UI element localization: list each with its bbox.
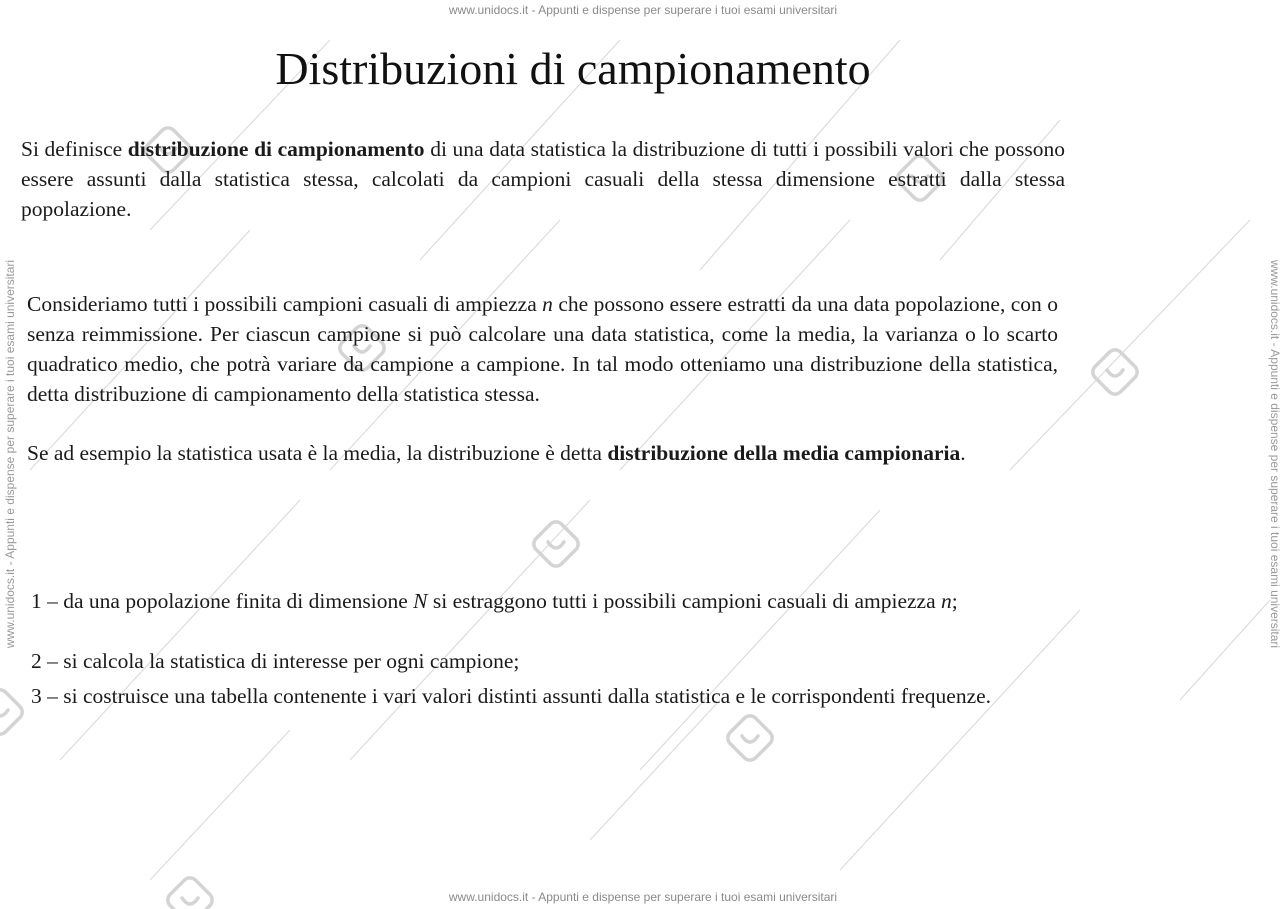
bold-term: distribuzione di campionamento <box>127 137 425 161</box>
text-span: si estraggono tutti i possibili campioni casuali di ampiezza <box>427 589 941 613</box>
watermark-right-text: www.unidocs.it - Appunti e dispense per superare i tuoi esami universitari <box>1268 259 1282 649</box>
text-span: 1 – da una popolazione finita di dimensione <box>31 589 414 613</box>
example-paragraph <box>27 438 1058 468</box>
italic-variable: n <box>542 292 553 316</box>
bold-term: distribuzione della media campionaria <box>607 441 961 465</box>
page-title: Distribuzioni di campionamento <box>275 43 871 94</box>
step-item-1 <box>31 586 1037 616</box>
watermark-bottom-text: www.unidocs.it - Appunti e dispense per superare i tuoi esami universitari <box>448 890 838 904</box>
italic-variable: n <box>941 589 952 613</box>
text-span: Se ad esempio la statistica usata è la media, la distribuzione è detta <box>27 441 608 465</box>
text-span: Consideriamo tutti i possibili campioni casuali di ampiezza <box>27 292 543 316</box>
italic-variable: N <box>413 589 428 613</box>
text-span: Si definisce <box>21 137 128 161</box>
text-span: . <box>960 441 966 465</box>
step-item-3: 3 – si costruisce una tabella contenente i vari valori distinti assunti dalla statistica e le corrispondenti frequenze. <box>31 684 992 708</box>
text-span: che possono essere estratti da una data popolazione, con o senza reimmissione. Per ciascun campione si può calcolare una data statistica, come la media, la varianza o lo scarto quadratico medio, che potrà variare da campione a campione. In tal modo otteniamo una distribuzione della statistica, detta distribuzione di campionamento della statistica stessa. <box>27 292 1058 406</box>
text-span: di una data statistica la distribuzione di tutti i possibili valori che possono essere assunti dalla statistica stessa, calcolati da campioni casuali della stessa dimensione estratti dalla stessa popolazione. <box>21 137 1065 221</box>
explanation-paragraph <box>27 289 1058 409</box>
definition-paragraph <box>21 134 1065 224</box>
text-span: ; <box>951 589 958 613</box>
step-item-2: 2 – si calcola la statistica di interesse per ogni campione; <box>31 649 520 673</box>
watermark-top-text: www.unidocs.it - Appunti e dispense per superare i tuoi esami universitari <box>448 3 838 17</box>
watermark-left-text: www.unidocs.it - Appunti e dispense per superare i tuoi esami universitari <box>3 259 17 649</box>
